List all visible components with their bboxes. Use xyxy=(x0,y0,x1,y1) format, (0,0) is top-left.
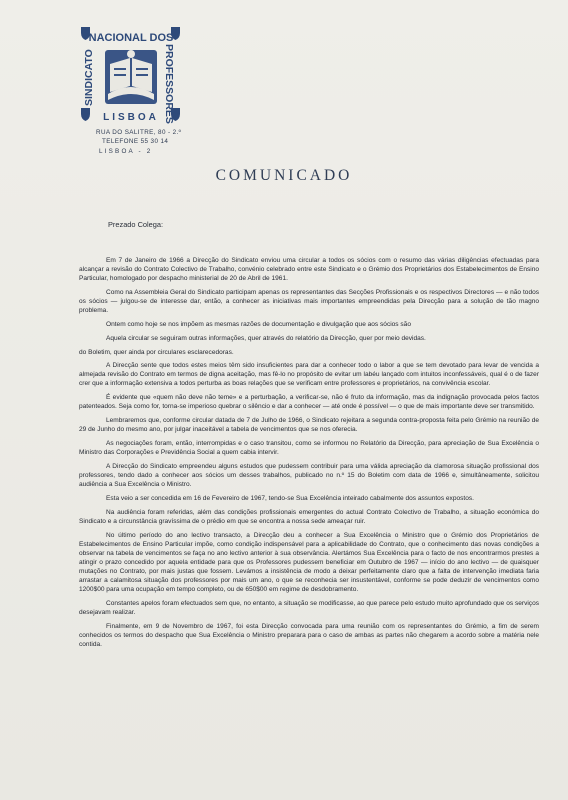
body-paragraph: Finalmente, em 9 de Novembro de 1967, foi esta Direcção convocada para uma reunião com os representantes do Grémio, a fim de serem conhecidos os termos do despacho que Sua Excelência o Ministro preparara para o caso de ambas as partes não chegarem a acordo sobre a matéria nele contida. xyxy=(79,622,539,648)
letter-body xyxy=(79,256,539,654)
logo-text-left: SINDICATO xyxy=(83,49,95,106)
address-street: RUA DO SALITRE, 80 - 2.º xyxy=(96,129,182,136)
body-paragraph: É evidente que «quem não deve não teme» e a perturbação, a verificar-se, não é fruto da informação, mas da indignação provocada pelos factos patenteados. Seja como for, torna-se imperioso quebrar o silêncio e dar a conhecer — até onde é possível — o que de mais importante deve ser transmitido. xyxy=(79,394,539,411)
logo-text-right: PROFESSORES xyxy=(163,44,175,124)
address-city: LISBOA - 2 xyxy=(99,147,153,155)
body-paragraph: Lembraremos que, conforme circular datada de 7 de Julho de 1966, o Sindicato rejeitara a segunda contra-proposta feita pelo Grémio na reunião de 29 de Junho do mesmo ano, por julgar inaceitável a tabela de vencimentos que se nos oferecia. xyxy=(79,417,539,434)
document-title: COMUNICADO xyxy=(215,167,353,184)
body-paragraph: Como na Assembleia Geral do Sindicato participam apenas os representantes das Secções Profissionais e os respectivos Directores — e não todos os sócios — julgou-se de interesse dar, então, a conhecer as iniciativas mais importantes empreendidas pela Direcção para a solução de tão magno problema. xyxy=(79,288,539,315)
letterhead-address xyxy=(96,128,181,156)
body-paragraph: do Boletim, quer ainda por circulares esclarecedoras. xyxy=(79,348,234,356)
body-paragraph: Em 7 de Janeiro de 1966 a Direcção do Sindicato enviou uma circular a todos os sócios com o resumo das várias diligências efectuadas para alcançar a revisão do Contrato Colectivo de Trabalho, convénio celebrado entre este Sindicato e o Grémio dos Proprietários dos Estabelecimentos de Ensino Particular, homologado por despacho ministerial de 20 de Abril de 1961. xyxy=(79,257,539,283)
body-paragraph: No último período do ano lectivo transacto, a Direcção deu a conhecer a Sua Excelência o Ministro que o Grémio dos Proprietários de Estabelecimentos de Ensino Particular impõe, como condição indispensável para a aplicabilidade do Contrato, que o conhecimento das novas condições a observar na tabela de vencimentos se faça no ano lectivo anterior à sua observância. Alertámos Sua Excelência para o facto de nos encontrarmos prestes a atingir o prazo concedido por aquela entidade para que os Professores pudessem beneficiar em Outubro de 1967 — início do ano lectivo — de quaisquer mutações no Contrato, por mais justas que fossem. Levámos a insistência de modo a deixar perfeitamente claro que a falta de intervenção imediata faria arrastar a calamitosa situação dos professores por mais um ano, o que se reconhecia ser insustentável, conforme se pode deduzir de vencimentos como 1200$00 para uma ocupação em tempo completo, ou de 650$00 em regime de desdobramento. xyxy=(79,531,539,594)
greeting: Prezado Colega: xyxy=(108,220,164,229)
union-logo xyxy=(78,24,184,124)
logo-text-bottom: LISBOA xyxy=(103,112,159,123)
body-paragraph: Esta veio a ser concedida em 16 de Fevereiro de 1967, tendo-se Sua Excelência inteirado cabalmente dos assuntos expostos. xyxy=(106,494,474,502)
body-paragraph: Na audiência foram referidas, além das condições profissionais emergentes do actual Contrato Colectivo de Trabalho, a situação económica do Sindicato e a circunstância gravíssima de o prédio em que se encontra a nossa sede ameaçar ruir. xyxy=(79,508,539,525)
address-phone: TELEFONE 55 30 14 xyxy=(102,138,169,146)
body-paragraph: Constantes apelos foram efectuados sem que, no entanto, a situação se modificasse, ao que parece pelo estudo muito aprofundado que os serviços desejavam realizar. xyxy=(79,599,539,616)
body-paragraph: A Direcção sente que todos estes meios têm sido insuficientes para dar a conhecer todo o labor a que se tem devotado para levar de vencida a almejada revisão do Contrato em termos de digna aceitação, mas fê-lo no propósito de evitar um labéu lançado com intuitos inconfessáveis, qual é o de fazer crer que a informação extensiva a todos perturba as boas relações que se verificam entre professores e proprietários, na convivência escolar. xyxy=(79,362,539,388)
body-paragraph: A Direcção do Sindicato empreendeu alguns estudos que pudessem contribuir para uma válida apreciação da clamorosa situação profissional dos professores, tendo dado a conhecer aos sócios um desses trabalhos, publicado no n.º 15 do Boletim com data de 1966 e, simultâneamente, solicitou audiência a Sua Excelência o Ministro. xyxy=(79,462,539,489)
logo-text-top: NACIONAL DOS xyxy=(88,32,174,44)
body-paragraph: As negociações foram, então, interrompidas e o caso transitou, como se informou no Relatório da Direcção, para apreciação de Sua Excelência o Ministro das Corporações e Previdência Social a quem cabia intervir. xyxy=(79,440,539,457)
body-paragraph: Ontem como hoje se nos impõem as mesmas razões de documentação e divulgação que aos sócios são xyxy=(106,320,411,328)
body-paragraph: Aquela circular se seguiram outras informações, quer através do relatório da Direcção, quer por meio devidas. xyxy=(106,334,426,342)
